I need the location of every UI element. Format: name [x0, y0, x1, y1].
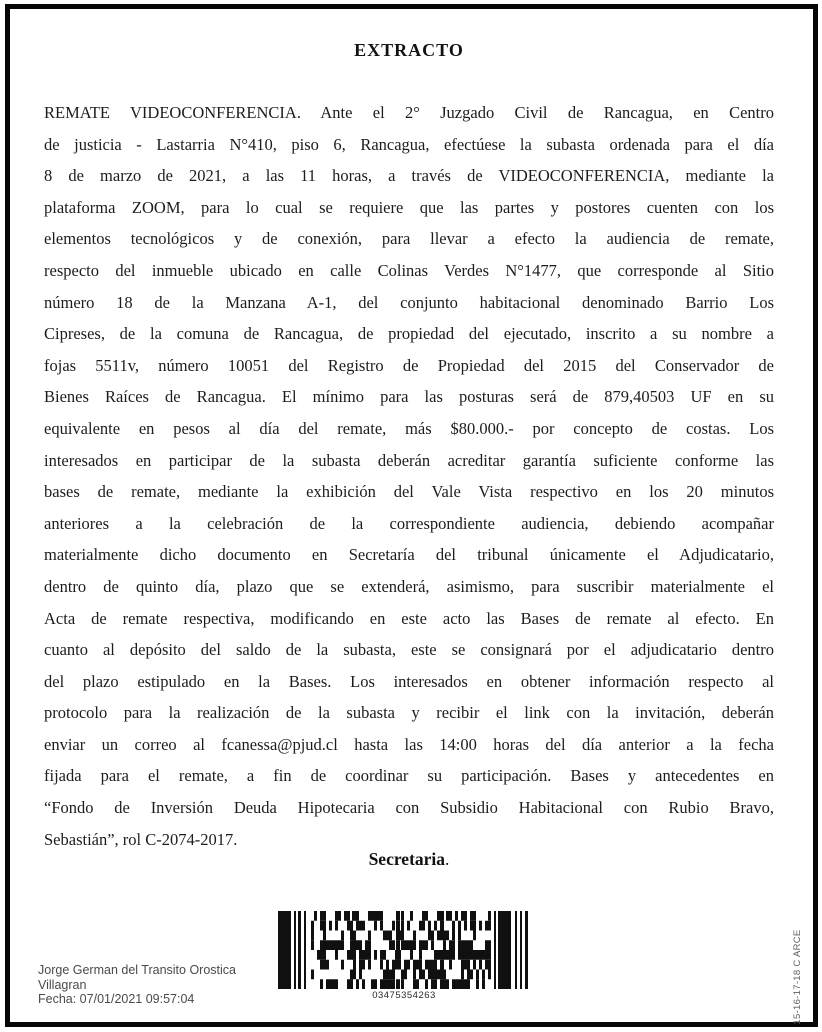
- body-line: plataforma ZOOM, para lo cual se requiere que las partes y postores cuenten con los: [44, 197, 774, 217]
- signature-period: .: [445, 849, 450, 869]
- body-line: anteriores a la celebración de la correspondiente audiencia, debiendo acompañar: [44, 513, 774, 533]
- body-line: enviar un correo al fcanessa@pjud.cl hasta las 14:00 horas del día anterior a la fecha: [44, 734, 774, 754]
- signer-date: Fecha: 07/01/2021 09:57:04: [38, 992, 195, 1006]
- signature-label: Secretaria: [368, 849, 446, 869]
- body-line: Acta de remate respectiva, modificando en este acto las Bases de remate al efecto. En: [44, 608, 774, 628]
- body-line: interesados en participar de la subasta deberán acreditar garantía suficiente conforme las: [44, 450, 774, 470]
- signer-name-line1: Jorge German del Transito Orostica: [38, 963, 236, 977]
- document-title: EXTRACTO: [354, 40, 464, 60]
- barcode-image: [278, 911, 530, 989]
- body-line: 8 de marzo de 2021, a las 11 horas, a través de VIDEOCONFERENCIA, mediante la: [44, 166, 774, 186]
- body-line: REMATE VIDEOCONFERENCIA. Ante el 2° Juzgado Civil de Rancagua, en Centro: [44, 103, 774, 122]
- body-line: elementos tecnológicos y de conexión, para llevar a efecto la audiencia de remate,: [44, 229, 774, 249]
- barcode-block: [278, 911, 530, 1001]
- signature-line: [44, 849, 774, 870]
- signer-stamp: [38, 963, 236, 1007]
- body-line: protocolo para la realización de la subasta y recibir el link con la invitación, deberán: [44, 703, 774, 723]
- body-line: Cipreses, de la comuna de Rancagua, de propiedad del ejecutado, inscrito a su nombre a: [44, 324, 774, 344]
- body-line: número 18 de la Manzana A-1, del conjunto habitacional denominado Barrio Los: [44, 292, 774, 312]
- body-line: fijada para el remate, a fin de coordinar su participación. Bases y antecedentes en: [44, 766, 774, 786]
- body-line: “Fondo de Inversión Deuda Hipotecaria con Subsidio Habitacional con Rubio Bravo,: [44, 798, 774, 818]
- body-line: cuanto al depósito del saldo de la subasta, este se consignará por el adjudicatario dentro: [44, 640, 774, 660]
- margin-side-note: 15-16-17-18 C ARCE: [792, 929, 803, 1025]
- body-line: de justicia - Lastarria N°410, piso 6, Rancagua, efectúese la subasta ordenada para el día: [44, 134, 774, 154]
- barcode-number: 03475354263: [372, 990, 436, 1001]
- body-line: dentro de quinto día, plazo que se extenderá, asimismo, para suscribir materialmente el: [44, 576, 774, 596]
- document-body: [44, 97, 774, 855]
- signer-name-line2: Villagran: [38, 977, 87, 992]
- body-line: materialmente dicho documento en Secretaría del tribunal únicamente el Adjudicatario,: [44, 545, 774, 565]
- body-line: respecto del inmueble ubicado en calle Colinas Verdes N°1477, que corresponde al Sitio: [44, 260, 774, 280]
- body-line: Bienes Raíces de Rancagua. El mínimo para las posturas será de 879,40503 UF en su: [44, 387, 774, 407]
- body-line: equivalente en pesos al día del remate, más $80.000.- por concepto de costas. Los: [44, 418, 774, 438]
- body-line: Sebastián”, rol C-2074-2017.: [44, 829, 238, 849]
- body-line: bases de remate, mediante la exhibición del Vale Vista respectivo en los 20 minutos: [44, 482, 774, 502]
- body-line: del plazo estipulado en la Bases. Los interesados en obtener información respecto al: [44, 671, 774, 691]
- body-line: fojas 5511v, número 10051 del Registro de Propiedad del 2015 del Conservador de: [44, 355, 774, 375]
